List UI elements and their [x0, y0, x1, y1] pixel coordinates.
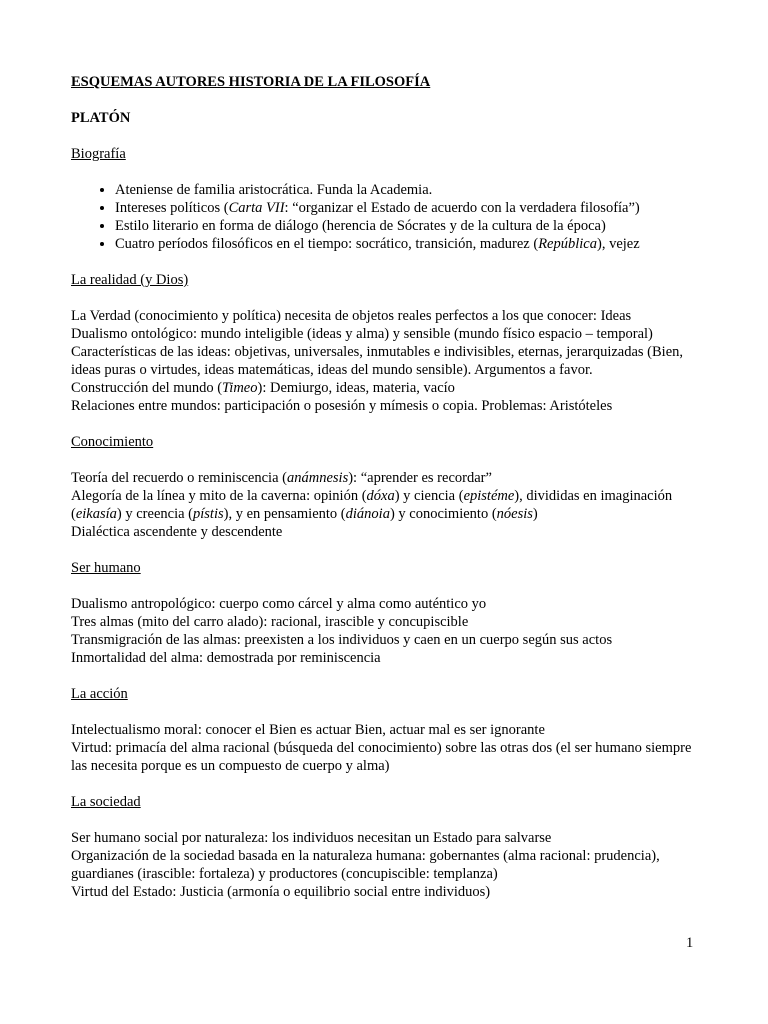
italic-term: Carta VII	[228, 200, 285, 216]
text-line	[71, 307, 711, 325]
text-line	[71, 883, 711, 901]
text-run: Relaciones entre mundos: participación o posesión y mímesis o copia. Problemas: Aristóteles	[71, 398, 613, 414]
italic-term: eikasía	[75, 506, 117, 522]
italic-term: Timeo	[222, 380, 258, 396]
text-line	[71, 631, 711, 649]
text-line	[71, 487, 711, 523]
text-run: Ateniense de familia aristocrática. Funda la Academia.	[115, 182, 433, 198]
italic-term: anámnesis	[286, 470, 349, 486]
text-run: ), divididas en imaginación (	[71, 488, 673, 522]
bullet-item	[115, 199, 711, 217]
text-run: Características de las ideas: objetivas, universales, inmutables e indivisibles, eternas, jerarquizadas (Bien, ideas puras o virtudes, ideas matemáticas, ideas del mundo sensible). Argumentos a favor.	[71, 344, 684, 378]
text-line	[71, 469, 711, 487]
spacer	[71, 253, 711, 271]
text-line	[71, 613, 711, 631]
text-line	[71, 523, 711, 541]
text-line	[71, 847, 711, 883]
page-number: 1	[686, 935, 694, 951]
text-line	[71, 595, 711, 613]
text-run: ) y conocimiento (	[389, 506, 497, 522]
spacer	[71, 91, 711, 109]
spacer	[71, 667, 711, 685]
spacer	[71, 541, 711, 559]
text-line	[71, 739, 711, 775]
document-body	[71, 73, 711, 901]
text-line	[71, 721, 711, 739]
text-run: ), y en pensamiento (	[223, 506, 346, 522]
italic-term: epistéme	[463, 488, 515, 504]
text-run: Virtud del Estado: Justicia (armonía o equilibrio social entre individuos)	[71, 884, 491, 900]
text-line	[71, 343, 711, 379]
section-heading: Biografía	[71, 146, 126, 162]
bullet-list	[71, 181, 711, 253]
section-heading: Conocimiento	[71, 434, 154, 450]
text-run: Dialéctica ascendente y descendente	[71, 524, 283, 540]
section-heading: Ser humano	[71, 560, 141, 576]
text-run: La Verdad (conocimiento y política) necesita de objetos reales perfectos a los que conocer: Ideas	[71, 308, 632, 324]
spacer	[71, 577, 711, 595]
text-run: ) y ciencia (	[394, 488, 464, 504]
text-run: : “organizar el Estado de acuerdo con la verdadera filosofía”)	[284, 200, 640, 216]
text-line	[71, 325, 711, 343]
text-run: Inmortalidad del alma: demostrada por reminiscencia	[71, 650, 381, 666]
text-run: )	[532, 506, 538, 522]
text-line	[71, 397, 711, 415]
text-line	[71, 649, 711, 667]
italic-term: diánoia	[345, 506, 390, 522]
text-run: Organización de la sociedad basada en la naturaleza humana: gobernantes (alma racional: prudencia), guardianes (irascible: fortaleza) y productores (concupiscible: templanza)	[71, 848, 660, 882]
italic-term: nóesis	[496, 506, 533, 522]
text-run: Intereses políticos (	[115, 200, 229, 216]
italic-term: dóxa	[366, 488, 395, 504]
text-run: Construcción del mundo (	[71, 380, 223, 396]
sections-container	[71, 145, 711, 901]
spacer	[71, 775, 711, 793]
text-run: Dualismo ontológico: mundo inteligible (ideas y alma) y sensible (mundo físico espacio – temporal)	[71, 326, 653, 342]
text-run: Alegoría de la línea y mito de la caverna: opinión (	[71, 488, 367, 504]
text-line	[71, 829, 711, 847]
text-run: ): Demiurgo, ideas, materia, vacío	[257, 380, 455, 396]
text-run: Virtud: primacía del alma racional (búsqueda del conocimiento) sobre las otras dos (el ser humano siempre las necesita porque es un compuesto de cuerpo y alma)	[71, 740, 692, 774]
text-run: Intelectualismo moral: conocer el Bien es actuar Bien, actuar mal es ser ignorante	[71, 722, 545, 738]
spacer	[71, 811, 711, 829]
text-run: Teoría del recuerdo o reminiscencia (	[71, 470, 287, 486]
text-run: Cuatro períodos filosóficos en el tiempo: socrático, transición, madurez (	[115, 236, 539, 252]
italic-term: República	[538, 236, 597, 252]
bullet-item	[115, 217, 711, 235]
text-run: Dualismo antropológico: cuerpo como cárcel y alma como auténtico yo	[71, 596, 487, 612]
text-run: Transmigración de las almas: preexisten a los individuos y caen en un cuerpo según sus actos	[71, 632, 613, 648]
text-run: ), vejez	[597, 236, 640, 252]
text-run: ) y creencia (	[116, 506, 193, 522]
bullet-item	[115, 181, 711, 199]
text-run: ): “aprender es recordar”	[348, 470, 492, 486]
spacer	[71, 127, 711, 145]
bullet-item	[115, 235, 711, 253]
spacer	[71, 289, 711, 307]
document-title: ESQUEMAS AUTORES HISTORIA DE LA FILOSOFÍA	[71, 74, 431, 90]
author-heading: PLATÓN	[71, 110, 131, 126]
text-line	[71, 379, 711, 397]
text-run: Tres almas (mito del carro alado): racional, irascible y concupiscible	[71, 614, 469, 630]
italic-term: pístis	[193, 506, 224, 522]
text-run: Estilo literario en forma de diálogo (herencia de Sócrates y de la cultura de la época)	[115, 218, 606, 234]
spacer	[71, 415, 711, 433]
text-run: Ser humano social por naturaleza: los individuos necesitan un Estado para salvarse	[71, 830, 552, 846]
section-heading: La acción	[71, 686, 128, 702]
section-heading: La sociedad	[71, 794, 141, 810]
spacer	[71, 703, 711, 721]
spacer	[71, 163, 711, 181]
spacer	[71, 451, 711, 469]
section-heading: La realidad (y Dios)	[71, 272, 189, 288]
